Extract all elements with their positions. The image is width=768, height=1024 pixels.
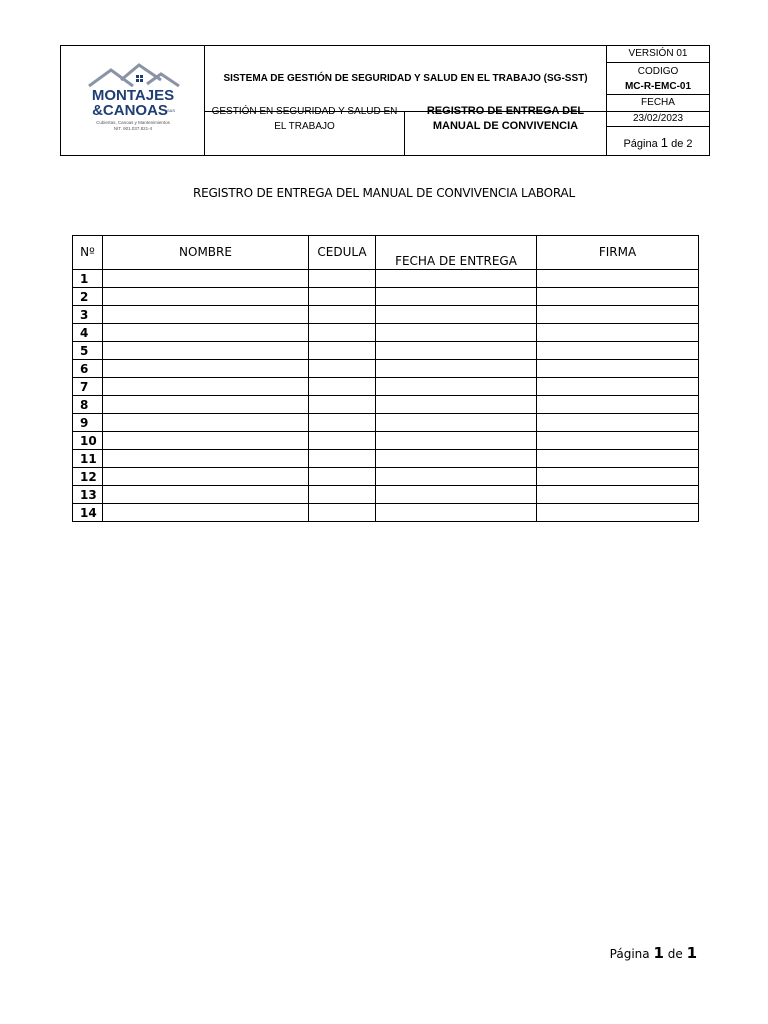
name-cell[interactable] xyxy=(103,324,309,342)
document-header xyxy=(60,45,710,156)
signature-cell[interactable] xyxy=(537,342,699,360)
id-cell[interactable] xyxy=(309,450,376,468)
row-number: 5 xyxy=(73,342,103,360)
delivery-date-cell[interactable] xyxy=(376,504,537,522)
id-cell[interactable] xyxy=(309,324,376,342)
id-cell[interactable] xyxy=(309,360,376,378)
signature-cell[interactable] xyxy=(537,450,699,468)
code-label: CODIGO xyxy=(637,65,679,77)
header-page-cell xyxy=(607,111,710,155)
row-number: 6 xyxy=(73,360,103,378)
page-total: 2 xyxy=(686,138,693,151)
page-prefix: Página xyxy=(623,138,658,151)
header-page-number xyxy=(607,127,709,153)
signature-cell[interactable] xyxy=(537,360,699,378)
code-cell xyxy=(607,63,710,95)
code-value: MC-R-EMC-01 xyxy=(624,80,692,92)
id-cell[interactable] xyxy=(309,504,376,522)
delivery-date-cell[interactable] xyxy=(376,450,537,468)
table-row xyxy=(73,306,699,324)
id-cell[interactable] xyxy=(309,378,376,396)
id-cell[interactable] xyxy=(309,396,376,414)
signature-cell[interactable] xyxy=(537,288,699,306)
footer-page-total: 1 xyxy=(686,944,697,962)
register-body xyxy=(73,270,699,522)
column-header-id: CEDULA xyxy=(309,236,376,270)
table-row xyxy=(73,450,699,468)
signature-cell[interactable] xyxy=(537,378,699,396)
row-number: 4 xyxy=(73,324,103,342)
signature-cell[interactable] xyxy=(537,270,699,288)
table-row xyxy=(73,378,699,396)
signature-cell[interactable] xyxy=(537,504,699,522)
logo-text-2: &CANOAS xyxy=(91,101,168,119)
footer-page-prefix: Página xyxy=(609,947,650,961)
id-cell[interactable] xyxy=(309,414,376,432)
delivery-date-cell[interactable] xyxy=(376,396,537,414)
table-row xyxy=(73,324,699,342)
table-row xyxy=(73,504,699,522)
table-row xyxy=(73,414,699,432)
column-header-name: NOMBRE xyxy=(103,236,309,270)
column-header-number: Nº xyxy=(73,236,103,270)
version-cell: VERSIÓN 01 xyxy=(607,46,710,63)
name-cell[interactable] xyxy=(103,288,309,306)
row-number: 3 xyxy=(73,306,103,324)
row-number: 7 xyxy=(73,378,103,396)
delivery-date-cell[interactable] xyxy=(376,414,537,432)
delivery-date-cell[interactable] xyxy=(376,360,537,378)
logo-text-1: MONTAJES xyxy=(91,86,174,104)
table-row xyxy=(73,270,699,288)
table-row xyxy=(73,342,699,360)
name-cell[interactable] xyxy=(103,468,309,486)
name-cell[interactable] xyxy=(103,486,309,504)
logo-tagline: Cubiertas, Canoas y Mantenimientos xyxy=(95,119,170,125)
company-logo xyxy=(61,46,204,155)
footer-page-number xyxy=(610,944,697,962)
row-number: 12 xyxy=(73,468,103,486)
row-number: 10 xyxy=(73,432,103,450)
name-cell[interactable] xyxy=(103,450,309,468)
name-cell[interactable] xyxy=(103,270,309,288)
column-header-signature: FIRMA xyxy=(537,236,699,270)
company-logo-image xyxy=(81,62,185,140)
signature-cell[interactable] xyxy=(537,414,699,432)
table-row xyxy=(73,486,699,504)
delivery-date-cell[interactable] xyxy=(376,306,537,324)
register-header-row xyxy=(73,236,699,270)
signature-cell[interactable] xyxy=(537,324,699,342)
name-cell[interactable] xyxy=(103,396,309,414)
row-number: 2 xyxy=(73,288,103,306)
row-number: 13 xyxy=(73,486,103,504)
id-cell[interactable] xyxy=(309,306,376,324)
name-cell[interactable] xyxy=(103,342,309,360)
id-cell[interactable] xyxy=(309,468,376,486)
name-cell[interactable] xyxy=(103,306,309,324)
document-title: REGISTRO DE ENTREGA DEL MANUAL DE CONVIVENCIA LABORAL xyxy=(192,186,576,200)
row-number: 8 xyxy=(73,396,103,414)
id-cell[interactable] xyxy=(309,432,376,450)
footer-page-middle: de xyxy=(667,947,683,961)
system-title: SISTEMA DE GESTIÓN DE SEGURIDAD Y SALUD EN EL TRABAJO (SG-SST) xyxy=(205,46,607,112)
document-name-cell: REGISTRO DE ENTREGA DEL MANUAL DE CONVIVENCIA xyxy=(405,97,607,141)
name-cell[interactable] xyxy=(103,360,309,378)
area-cell: GESTIÓN EN SEGURIDAD Y SALUD EN EL TRABAJO xyxy=(205,97,405,141)
delivery-date-cell[interactable] xyxy=(376,342,537,360)
row-number: 14 xyxy=(73,504,103,522)
column-header-delivery-date: FECHA DE ENTREGA xyxy=(376,236,537,270)
name-cell[interactable] xyxy=(103,378,309,396)
signature-cell[interactable] xyxy=(537,486,699,504)
row-number: 11 xyxy=(73,450,103,468)
table-row xyxy=(73,396,699,414)
page-current: 1 xyxy=(660,135,669,151)
name-cell[interactable] xyxy=(103,414,309,432)
id-cell[interactable] xyxy=(309,486,376,504)
id-cell[interactable] xyxy=(309,342,376,360)
signature-cell[interactable] xyxy=(537,432,699,450)
page-middle: de xyxy=(671,138,684,151)
id-cell[interactable] xyxy=(309,288,376,306)
id-cell[interactable] xyxy=(309,270,376,288)
name-cell[interactable] xyxy=(103,432,309,450)
name-cell[interactable] xyxy=(103,504,309,522)
signature-cell[interactable] xyxy=(537,468,699,486)
delivery-date-cell[interactable] xyxy=(376,378,537,396)
delivery-date-cell[interactable] xyxy=(376,324,537,342)
table-row xyxy=(73,360,699,378)
logo-nit: NIT. 901.037.821-4 xyxy=(113,125,152,131)
signature-cell[interactable] xyxy=(537,306,699,324)
delivery-date-cell[interactable] xyxy=(376,288,537,306)
delivery-date-cell[interactable] xyxy=(376,486,537,504)
row-number: 9 xyxy=(73,414,103,432)
row-number: 1 xyxy=(73,270,103,288)
table-row xyxy=(73,432,699,450)
signature-cell[interactable] xyxy=(537,396,699,414)
delivery-date-cell[interactable] xyxy=(376,270,537,288)
delivery-date-cell[interactable] xyxy=(376,468,537,486)
table-row xyxy=(73,288,699,306)
date-value: 23/02/2023 xyxy=(607,112,709,128)
date-label: FECHA xyxy=(607,95,710,111)
logo-cell xyxy=(61,46,205,156)
logo-text-suffix: SAS xyxy=(166,107,175,113)
register-table xyxy=(72,235,699,522)
footer-page-current: 1 xyxy=(653,944,664,962)
delivery-date-cell[interactable] xyxy=(376,432,537,450)
table-row xyxy=(73,468,699,486)
